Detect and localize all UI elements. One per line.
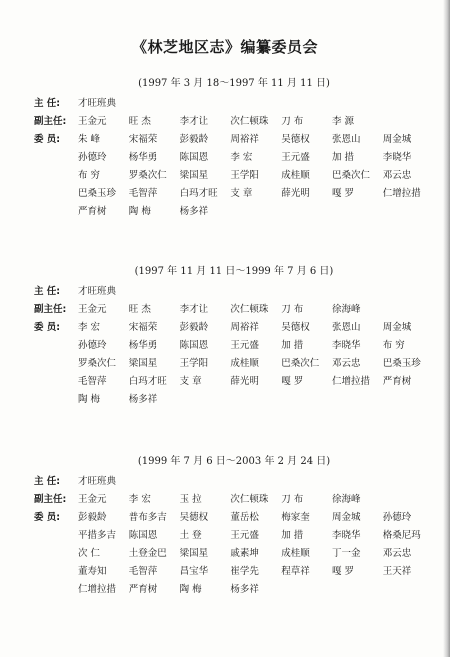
member-name: 吴德权	[281, 134, 310, 145]
member-name: 王元盛	[230, 340, 259, 351]
members-row	[34, 131, 434, 221]
member-name: 周裕祥	[230, 322, 259, 333]
member-name: 吴德权	[179, 512, 209, 523]
member-name: 朱 峰	[78, 134, 101, 145]
deputy-director-row	[34, 301, 434, 319]
member-name: 董岳松	[230, 512, 259, 523]
member-name: 陶 梅	[179, 584, 202, 595]
member-name: 毛智萍	[78, 376, 107, 387]
member-name: 次 仁	[78, 548, 101, 559]
member-name: 巴桑次仁	[331, 170, 370, 181]
member-name: 支 章	[179, 376, 202, 387]
deputy-director-row	[34, 491, 434, 509]
members-row	[34, 319, 434, 409]
member-name: 周金城	[382, 134, 412, 145]
member-name: 严育树	[128, 584, 158, 595]
member-name: 巴桑玉珍	[78, 188, 117, 199]
member-name: 李晓华	[382, 152, 412, 163]
member-name: 孙德玲	[78, 340, 107, 351]
member-name: 次仁顿珠	[230, 494, 269, 505]
member-name: 薛光明	[230, 376, 259, 387]
member-name: 成桂顺	[281, 548, 310, 559]
member-name: 王金元	[78, 116, 107, 127]
member-name: 加 措	[281, 530, 304, 541]
director-row	[34, 95, 434, 113]
deputy-director-row	[34, 113, 434, 131]
member-name: 陈国恩	[179, 152, 209, 163]
member-name: 邓云忠	[331, 358, 361, 369]
page-edge-shadow	[443, 0, 450, 657]
member-name: 杨华勇	[128, 152, 158, 163]
member-name: 布 穷	[382, 340, 405, 351]
role-label: 副主任:	[34, 304, 67, 315]
member-name: 李晓华	[331, 340, 361, 351]
member-name: 李 宏	[128, 494, 151, 505]
member-name: 罗桑次仁	[78, 358, 117, 369]
name-list	[78, 473, 434, 491]
member-name: 严育树	[78, 206, 107, 217]
member-name: 李晓华	[331, 530, 361, 541]
term-period: (1999 年 7 月 6 日～2003 年 2 月 24 日)	[137, 456, 331, 467]
member-name: 梁国星	[128, 358, 158, 369]
name-list	[78, 95, 434, 113]
member-name: 吴德权	[281, 322, 310, 333]
member-name: 程草祥	[281, 566, 310, 577]
name-list	[78, 319, 434, 409]
member-name: 王金元	[78, 494, 107, 505]
member-name: 彭毅龄	[78, 512, 107, 523]
member-name: 彭毅龄	[179, 322, 209, 333]
member-name: 邓云忠	[382, 548, 412, 559]
member-name: 次仁顿珠	[230, 116, 269, 127]
member-name: 王元盛	[230, 530, 259, 541]
role-label: 委 员:	[34, 322, 61, 333]
member-name: 格桑尼玛	[382, 530, 421, 541]
role-label: 委 员:	[34, 512, 61, 523]
member-name: 李 宏	[78, 322, 101, 333]
member-name: 杨多祥	[230, 584, 259, 595]
member-name: 王天祥	[382, 566, 412, 577]
name-list	[78, 113, 434, 131]
member-name: 孙德玲	[78, 152, 107, 163]
director-row	[34, 283, 434, 301]
role-label: 副主任:	[34, 494, 67, 505]
member-name: 毛智萍	[128, 188, 158, 199]
member-name: 张恩山	[331, 134, 361, 145]
committee-section	[34, 262, 434, 409]
member-name: 巴桑次仁	[281, 358, 320, 369]
member-name: 巴桑玉珍	[382, 358, 421, 369]
member-name: 邓云忠	[382, 170, 412, 181]
member-name: 白玛才旺	[128, 376, 167, 387]
member-name: 宋福荣	[128, 322, 158, 333]
member-name: 徐海峰	[331, 304, 361, 315]
role-label: 主 任:	[34, 476, 61, 487]
member-name: 周裕祥	[230, 134, 259, 145]
member-name: 成桂顺	[281, 170, 310, 181]
member-name: 刀 布	[281, 304, 304, 315]
member-name: 严育树	[382, 376, 412, 387]
member-name: 王学阳	[179, 358, 209, 369]
member-name: 杨多祥	[128, 394, 158, 405]
director-row	[34, 473, 434, 491]
member-name: 梁国星	[179, 170, 209, 181]
member-name: 丁一金	[331, 548, 361, 559]
member-name: 刀 布	[281, 494, 304, 505]
member-name: 才旺班典	[78, 286, 117, 297]
name-list	[78, 491, 434, 509]
member-name: 梅家奎	[281, 512, 310, 523]
member-name: 徐海峰	[331, 494, 361, 505]
name-list	[78, 509, 434, 599]
member-name: 才旺班典	[78, 98, 117, 109]
role-label: 主 任:	[34, 286, 61, 297]
name-list	[78, 131, 434, 221]
member-name: 陶 梅	[128, 206, 151, 217]
member-name: 仁增拉措	[382, 188, 421, 199]
member-name: 薛光明	[281, 188, 310, 199]
member-name: 董寿知	[78, 566, 107, 577]
member-name: 平措多吉	[78, 530, 117, 541]
member-name: 白玛才旺	[179, 188, 218, 199]
member-name: 土 登	[179, 530, 202, 541]
member-name: 昌宝华	[179, 566, 209, 577]
member-name: 土登金巴	[128, 548, 167, 559]
member-name: 孙德玲	[382, 512, 412, 523]
member-name: 李才让	[179, 116, 209, 127]
member-name: 玉 拉	[179, 494, 202, 505]
committee-section	[34, 74, 434, 221]
member-name: 崔学先	[230, 566, 259, 577]
committee-section	[34, 452, 434, 599]
member-name: 彭毅龄	[179, 134, 209, 145]
member-name: 罗桑次仁	[128, 170, 167, 181]
member-name: 仁增拉措	[78, 584, 117, 595]
member-name: 张恩山	[331, 322, 361, 333]
member-name: 杨华勇	[128, 340, 158, 351]
member-name: 李 源	[331, 116, 355, 127]
page-title: 《林芝地区志》编纂委员会	[131, 38, 318, 56]
member-name: 王元盛	[281, 152, 310, 163]
member-name: 支 章	[230, 188, 253, 199]
member-name: 李 宏	[230, 152, 253, 163]
member-name: 嘎 罗	[331, 566, 355, 577]
term-period: (1997 年 11 月 11 日～1999 年 7 月 6 日)	[134, 266, 334, 277]
member-name: 李才让	[179, 304, 209, 315]
name-list	[78, 283, 434, 301]
member-name: 旺 杰	[128, 304, 151, 315]
member-name: 陈国恩	[128, 530, 158, 541]
member-name: 普布多吉	[128, 512, 167, 523]
member-name: 旺 杰	[128, 116, 151, 127]
member-name: 加 措	[331, 152, 355, 163]
role-label: 主 任:	[34, 98, 61, 109]
member-name: 梁国星	[179, 548, 209, 559]
role-label: 委 员:	[34, 134, 61, 145]
member-name: 仁增拉措	[331, 376, 370, 387]
member-name: 次仁顿珠	[230, 304, 269, 315]
member-name: 刀 布	[281, 116, 304, 127]
member-name: 成桂顺	[230, 358, 259, 369]
member-name: 王金元	[78, 304, 107, 315]
member-name: 宋福荣	[128, 134, 158, 145]
member-name: 陶 梅	[78, 394, 101, 405]
member-name: 王学阳	[230, 170, 259, 181]
member-name: 嘎 罗	[281, 376, 304, 387]
member-name: 戚素坤	[230, 548, 259, 559]
member-name: 周金城	[331, 512, 361, 523]
role-label: 副主任:	[34, 116, 67, 127]
member-name: 加 措	[281, 340, 304, 351]
term-period: (1997 年 3 月 18～1997 年 11 月 11 日)	[138, 78, 330, 89]
member-name: 才旺班典	[78, 476, 117, 487]
member-name: 毛智萍	[128, 566, 158, 577]
member-name: 嘎 罗	[331, 188, 355, 199]
members-row	[34, 509, 434, 599]
member-name: 杨多祥	[179, 206, 209, 217]
member-name: 周金城	[382, 322, 412, 333]
member-name: 布 穷	[78, 170, 101, 181]
name-list	[78, 301, 434, 319]
member-name: 陈国恩	[179, 340, 209, 351]
